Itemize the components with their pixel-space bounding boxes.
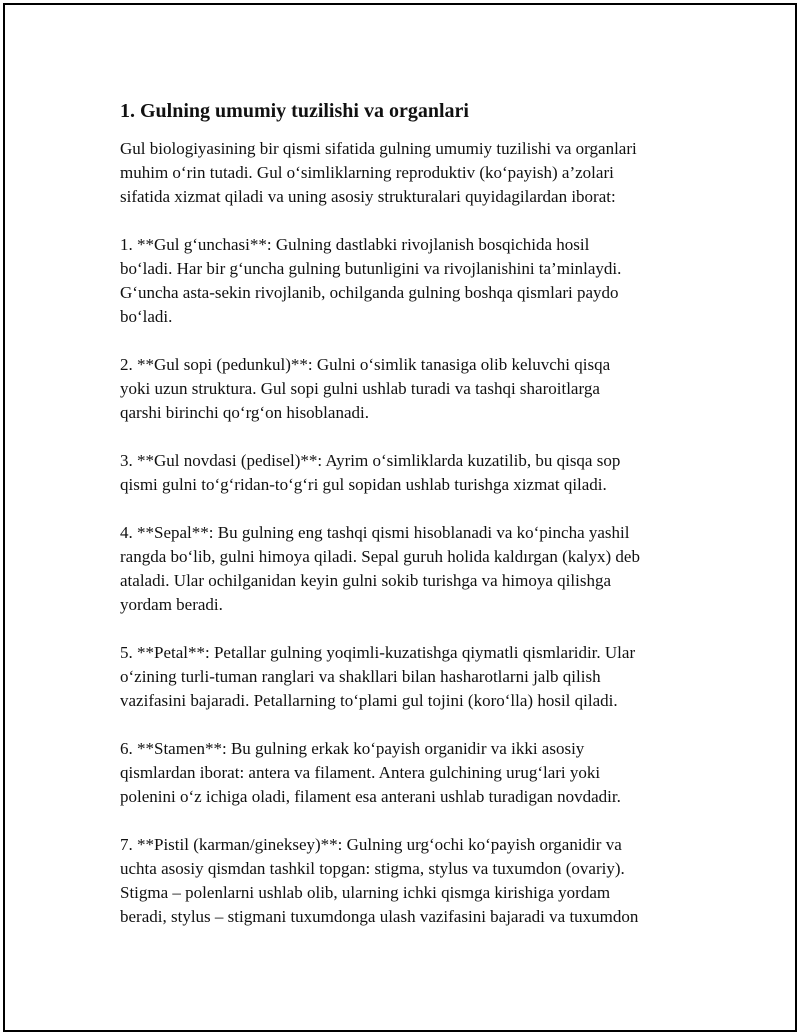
item-stamen: 6. **Stamen**: Bu gulning erkak ko‘payish organidir va ikki asosiy qismlardan iborat: antera va filament. Antera gulchining urug‘lari yoki polenini o‘z ichiga oladi, filament esa anterani ushlab turadigan novdadir. [120, 739, 621, 806]
item-petal: 5. **Petal**: Petallar gulning yoqimli-kuzatishga qiymatli qismlaridir. Ular o‘zining turli-tuman ranglari va shakllari bilan hasharotlarni jalb qilish vazifasini bajaradi. Petallarning to‘plami gul tojini (koro‘lla) hosil qiladi. [120, 643, 636, 710]
item-gul-guncha: 1. **Gul g‘unchasi**: Gulning dastlabki rivojlanish bosqichida hosil bo‘ladi. Har bir g‘uncha gulning butunligini va rivojlanishini ta’minlaydi. G‘uncha asta-sekin rivojlanib, ochilganda gulning boshqa qismlari paydo bo‘ladi. [120, 235, 622, 326]
item-gul-sopi: 2. **Gul sopi (pedunkul)**: Gulni o‘simlik tanasiga olib keluvchi qisqa yoki uzun struktura. Gul sopi gulni ushlab turadi va tashqi sharoitlarga qarshi birinchi qo‘rg‘on hisoblanadi. [120, 355, 611, 422]
document-body [120, 97, 690, 953]
page-frame [3, 3, 797, 1032]
item-sepal: 4. **Sepal**: Bu gulning eng tashqi qismi hisoblanadi va ko‘pincha yashil rangda bo‘lib, gulni himoya qiladi. Sepal guruh holida kaldırgan (kalyx) deb ataladi. Ular ochilganidan keyin gulni sokib turishga va himoya qilishga yordam beradi. [120, 523, 640, 614]
item-pistil: 7. **Pistil (karman/gineksey)**: Gulning urg‘ochi ko‘payish organidir va uchta asosiy qismdan tashkil topgan: stigma, stylus va tuxumdon (ovariy). Stigma – polenlarni ushlab olib, ularning ichki qismga kirishiga yordam beradi, stylus – stigmani tuxumdonga ulash vazifasini bajaradi va tuxumdon [120, 835, 639, 926]
intro-paragraph: Gul biologiyasining bir qismi sifatida gulning umumiy tuzilishi va organlari muhim o‘rin tutadi. Gul o‘simliklarning reproduktiv (ko‘payish) a’zolari sifatida xizmat qiladi va uning asosiy strukturalari quyidagilardan iborat: [120, 139, 637, 206]
item-gul-novdasi: 3. **Gul novdasi (pedisel)**: Ayrim o‘simliklarda kuzatilib, bu qisqa sop qismi gulni to‘g‘ridan-to‘g‘ri gul sopidan ushlab turishga xizmat qiladi. [120, 451, 621, 494]
section-heading: 1. Gulning umumiy tuzilishi va organlari [120, 100, 469, 122]
